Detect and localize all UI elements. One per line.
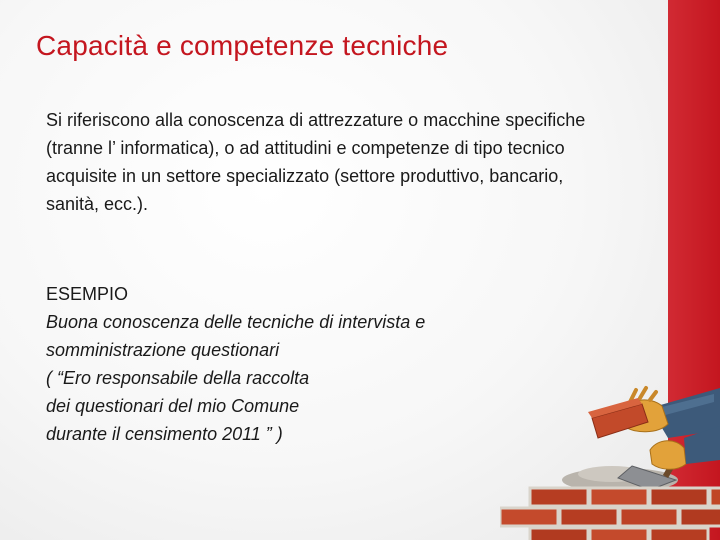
example-line: ( “Ero responsabile della raccolta: [46, 368, 310, 388]
example-line: somministrazione questionari: [46, 340, 280, 360]
slide-body-text: Si riferiscono alla conoscenza di attrezzature o macchine specifiche (tranne l’ informatica), o ad attitudini e competenze di tipo tecnico acquisite in un settore specializzato (settore produttivo, bancario, sanità, ecc.).: [46, 110, 586, 214]
bricklaying-illustration: [500, 368, 720, 540]
example-line: Buona conoscenza delle tecniche di intervista e: [46, 312, 426, 332]
example-heading: ESEMPIO: [46, 284, 129, 304]
example-block: [46, 280, 566, 448]
example-line: durante il censimento 2011 ” ): [46, 424, 283, 444]
slide-title: Capacità e competenze tecniche: [36, 30, 449, 61]
example-line: dei questionari del mio Comune: [46, 396, 300, 416]
